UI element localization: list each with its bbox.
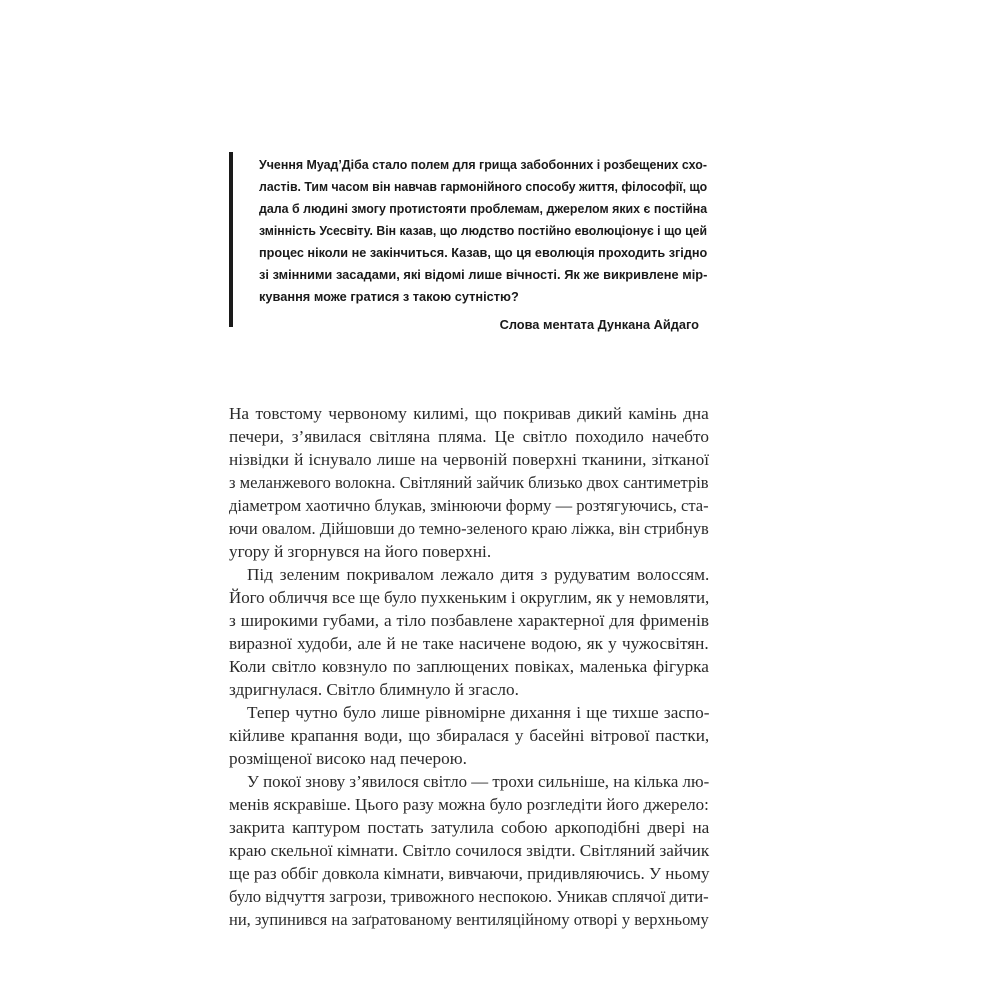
- epigraph-line: процес ніколи не закінчиться. Казав, що ця еволюція проходить згідно: [259, 245, 708, 260]
- epigraph-attribution: Слова ментата Дункана Айдаго: [499, 317, 699, 332]
- epigraph: [229, 152, 708, 332]
- body-line: було відчуття загрози, тривожного неспокою. Уникав сплячої дити-: [229, 887, 709, 906]
- body-line: здригнулася. Світло блимнуло й згасло.: [229, 680, 519, 699]
- epigraph-line: зі змінними засадами, які відомі лише вічності. Як же викривлене мір-: [259, 267, 708, 282]
- body-line: ючи овалом. Дійшовши до темно-зеленого краю ліжка, він стрибнув: [229, 519, 709, 538]
- body-line: з широкими губами, а тіло позбавлене характерної для фрименів: [229, 611, 709, 630]
- body-line: Коли світло ковзнуло по заплющених повіках, маленька фігурка: [229, 657, 709, 676]
- body-line: У покої знову з’явилося світло — трохи сильніше, на кілька лю-: [247, 772, 710, 791]
- body-line: печери, з’явилася світляна пляма. Це світло походило начебто: [229, 427, 709, 446]
- epigraph-line: Учення Муад’Діба стало полем для грища забобонних і розбещених схо-: [259, 157, 707, 172]
- body-line: нізвідки й існувало лише на червоній поверхні тканини, зітканої: [229, 450, 709, 469]
- body-line: На товстому червоному килимі, що покривав дикий камінь дна: [229, 404, 709, 423]
- epigraph-rule: [229, 152, 233, 327]
- body-line: діаметром хаотично блукав, змінюючи форму — розтягуючись, ста-: [229, 496, 709, 515]
- epigraph-line: ластів. Тим часом він навчав гармонійного способу життя, філософії, що: [259, 179, 708, 194]
- body-line: угору й згорнувся на його поверхні.: [229, 542, 492, 561]
- body-line: Під зеленим покривалом лежало дитя з рудуватим волоссям.: [247, 565, 710, 584]
- body-line: розміщеної високо над печерою.: [229, 749, 467, 768]
- body-line: ще раз оббіг довкола кімнати, вивчаючи, придивляючись. У ньому: [229, 864, 710, 883]
- epigraph-line: дала б людині змогу протистояти проблемам, джерелом яких є постійна: [259, 201, 708, 216]
- body-line: кійливе крапання води, що збиралася у басейні вітрової пастки,: [229, 726, 710, 745]
- body-line: ни, зупинився на заґратованому вентиляційному отворі у верхньому: [229, 910, 709, 929]
- body-line: менів яскравіше. Цього разу можна було розгледіти його джерело:: [229, 795, 709, 814]
- epigraph-line: змінність Усесвіту. Він казав, що людство постійно еволюціонує і що цей: [259, 223, 708, 238]
- body-line: краю скельної кімнати. Світло сочилося звідти. Світляний зайчик: [229, 841, 710, 860]
- body-line: виразної худоби, але й не таке насичене водою, як у чужосвітян.: [229, 634, 709, 653]
- body-line: закрита каптуром постать затулила собою аркоподібні двері на: [229, 818, 710, 837]
- epigraph-line: кування може гратися з такою сутністю?: [259, 289, 519, 304]
- body-line: з меланжевого волокна. Світляний зайчик близько двох сантиметрів: [229, 473, 709, 492]
- body-line: Його обличчя все ще було пухкеньким і округлим, як у немовляти,: [229, 588, 710, 607]
- body-line: Тепер чутно було лише рівномірне дихання і ще тихше заспо-: [247, 703, 710, 722]
